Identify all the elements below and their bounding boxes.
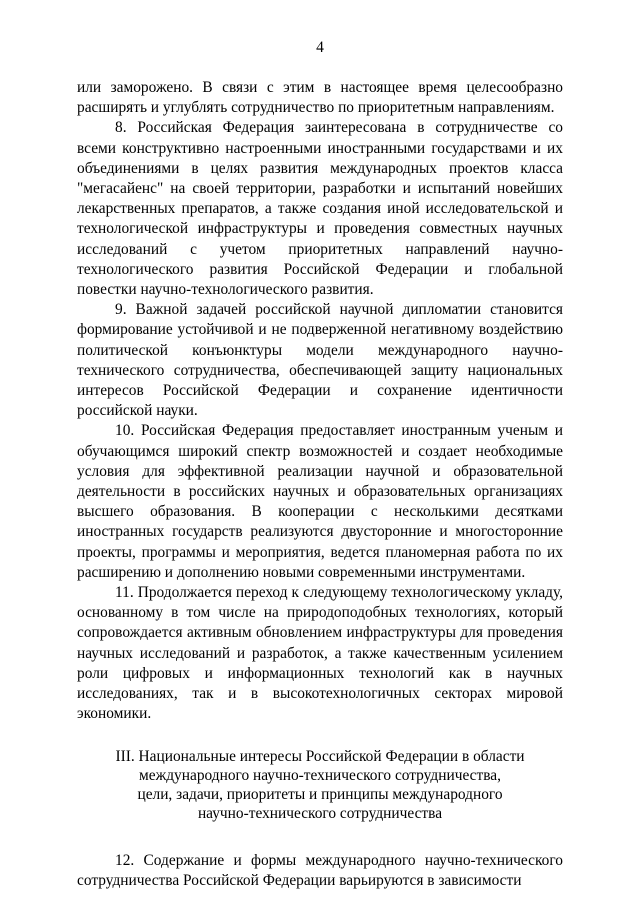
section-heading-line-2: международного научно-технического сотрудничества, bbox=[139, 766, 501, 784]
paragraph-12: 12. Содержание и формы международного научно-технического сотрудничества Российской Федерации варьируются в зависимости bbox=[77, 851, 563, 889]
paragraph-10: 10. Российская Федерация предоставляет иностранным ученым и обучающимся широкий спектр возможностей и создает необходимые условия для эффективной реализации научной и образовательной деятельности в российских научных и образовательных организациях высшего образования. В кооперации с несколькими десятками иностранных государств реализуются двусторонние и многосторонние проекты, программы и мероприятия, ведется планомерная работа по их расширению и дополнению новыми современными инструментами. bbox=[77, 422, 563, 581]
page-number: 4 bbox=[316, 39, 324, 56]
section-heading-line-1: III. Национальные интересы Российской Федерации в области bbox=[115, 747, 525, 765]
paragraph-8: 8. Российская Федерация заинтересована в сотрудничестве со всеми конструктивно настроенными иностранными государствами и их объединениями в целях развития международных проектов класса "мегасайенс" на своей территории, разработки и испытаний новейших лекарственных препаратов, а также создания иной исследовательской и технологической инфраструктуры и проведения совместных научных исследований с учетом приоритетных направлений научно-технологического развития Российской Федерации и глобальной повестки научно-технологического развития. bbox=[77, 119, 563, 299]
section-heading-line-4: научно-технического сотрудничества bbox=[197, 804, 443, 822]
paragraph-9: 9. Важной задачей российской научной дипломатии становится формирование устойчивой и не подверженной негативному воздействию политической конъюнктуры модели международного научно-технического сотрудничества, обеспечивающей защиту национальных интересов Российской Федерации и сохранение идентичности российской науки. bbox=[77, 301, 563, 420]
paragraph-11: 11. Продолжается переход к следующему технологическому укладу, основанному в том числе на природоподобных технологиях, который сопровождается активным обновлением инфраструктуры для проведения научных исследований и разработок, а также качественным усилением роли цифровых и информационных технологий как в научных исследованиях, так и в высокотехнологичных секторах мировой экономики. bbox=[77, 584, 563, 723]
section-heading-line-3: цели, задачи, приоритеты и принципы международного bbox=[137, 785, 503, 803]
paragraph-continuation: или заморожено. В связи с этим в настоящее время целесообразно расширять и углублять сотрудничество по приоритетным направлениям. bbox=[77, 79, 563, 117]
section-heading bbox=[77, 747, 563, 823]
document-body bbox=[77, 78, 563, 891]
